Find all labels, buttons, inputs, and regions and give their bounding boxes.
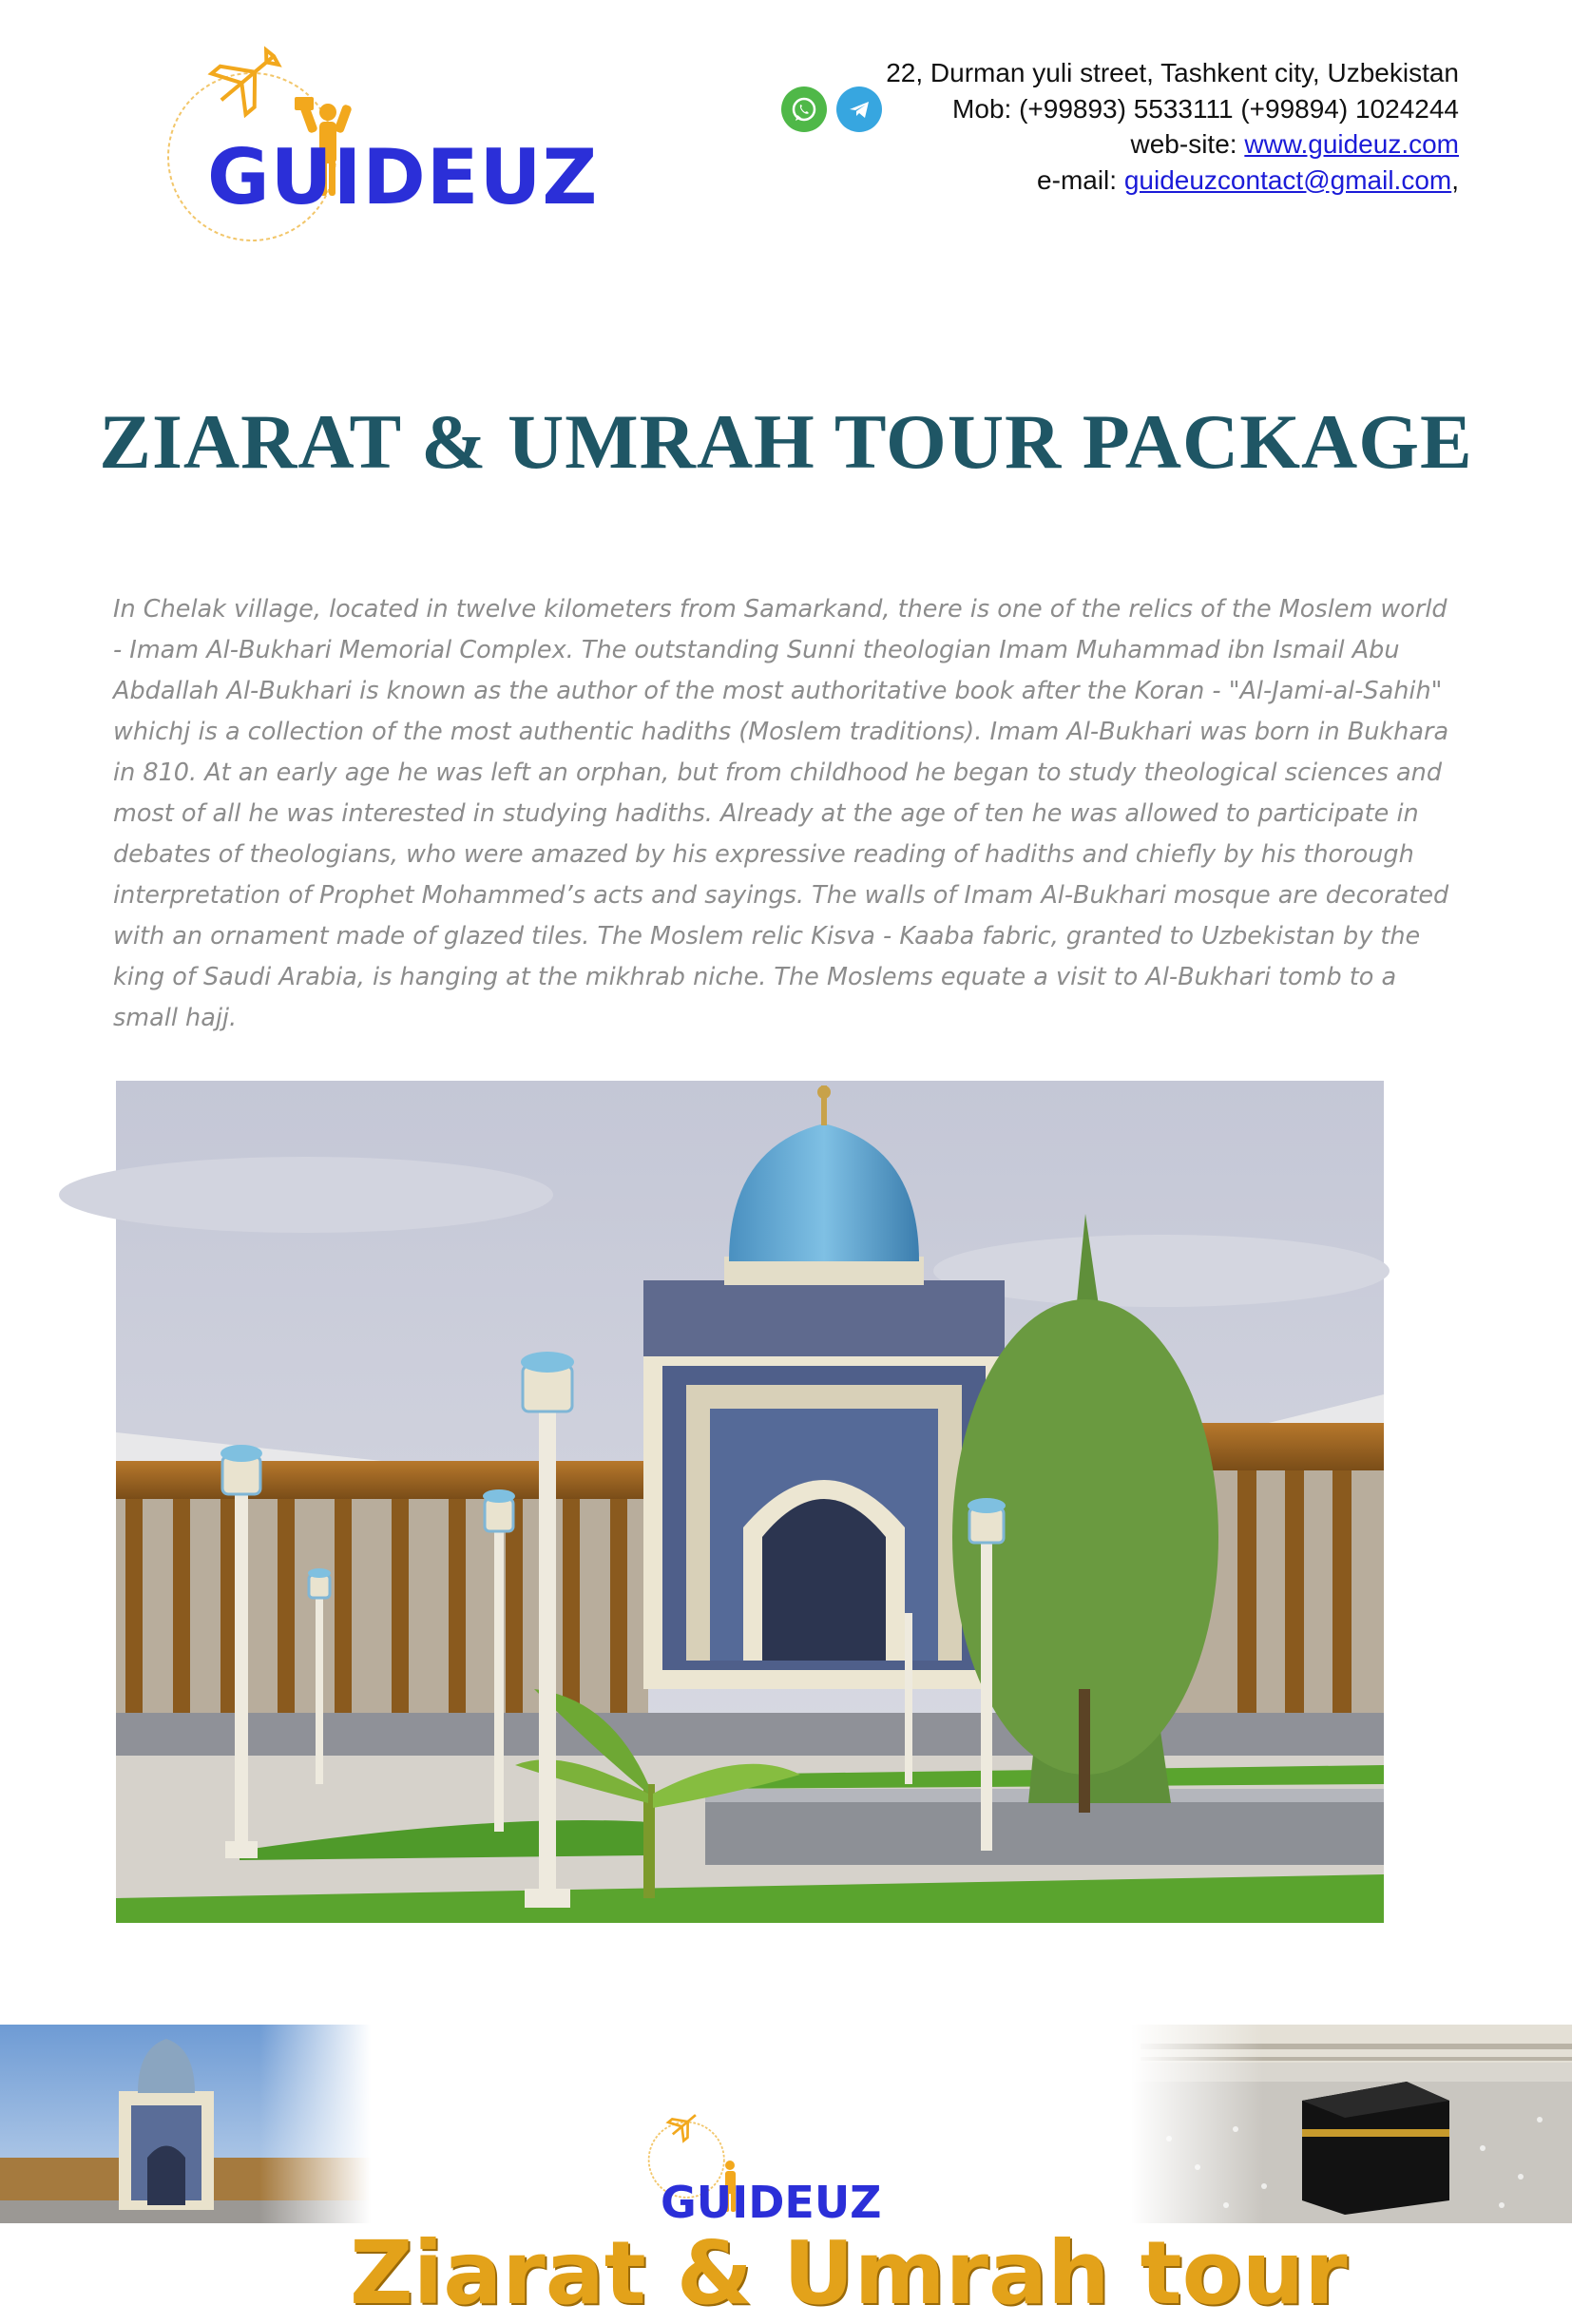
email-suffix: ,: [1451, 164, 1459, 195]
whatsapp-icon[interactable]: [781, 86, 827, 132]
intro-paragraph: In Chelak village, located in twelve kilometers from Samarkand, there is one of the relics of the Moslem world - Imam Al-Bukhari Memorial Complex. The outstanding Sunni theologian Imam Muhammad ibn Ismail Abu Abdallah Al-Bukhari is known as the author of the most authoritative book after the Koran - "Al-Jami-al-Sahih" whichj is a collection of the most authentic hadiths (Moslem traditions). Imam Al-Bukhari was born in Bukhara in 810. At an early age he was left an orphan, but from childhood he began to study theological sciences and most of all he was interested in studying hadiths. Already at the age of ten he was allowed to participate in debates of theologians, who were amazed by his expressive reading of hadiths and chiefly by his thorough interpretation of Prophet Mohammed’s acts and sayings. The walls of Imam Al-Bukhari mosque are decorated with an ornament made of glazed tiles. The Moslem relic Kisva - Kaaba fabric, granted to Uzbekistan by the king of Saudi Arabia, is hanging at the mikhrab niche. The Moslems equate a visit to Al-Bukhari tomb to a small hajj.: [113, 595, 1449, 1032]
email-line: [886, 163, 1459, 199]
banner-logo-text: GUIDEUZ: [661, 2177, 882, 2228]
contact-block: [886, 55, 1459, 198]
mobile-text: Mob: (+99893) 5533111 (+99894) 1024244: [952, 93, 1459, 124]
company-logo: [152, 57, 599, 257]
website-line: [886, 126, 1459, 163]
social-icons: [781, 86, 882, 132]
logo-text: GUIDEUZ: [207, 133, 599, 221]
banner-title: Ziarat & Umrah tour: [350, 2222, 1348, 2324]
website-link[interactable]: www.guideuz.com: [1244, 129, 1459, 159]
page-title: ZIARAT & UMRAH TOUR PACKAGE: [99, 398, 1473, 485]
memorial-complex-photo: [116, 1081, 1384, 1923]
website-label: web-site:: [1130, 129, 1245, 159]
email-link[interactable]: guideuzcontact@gmail.com: [1123, 164, 1452, 195]
email-label: e-mail:: [1037, 164, 1124, 195]
telegram-icon[interactable]: [836, 86, 882, 132]
mobile-line: [886, 91, 1459, 127]
address-line: 22, Durman yuli street, Tashkent city, Uzbekistan: [886, 58, 1459, 87]
